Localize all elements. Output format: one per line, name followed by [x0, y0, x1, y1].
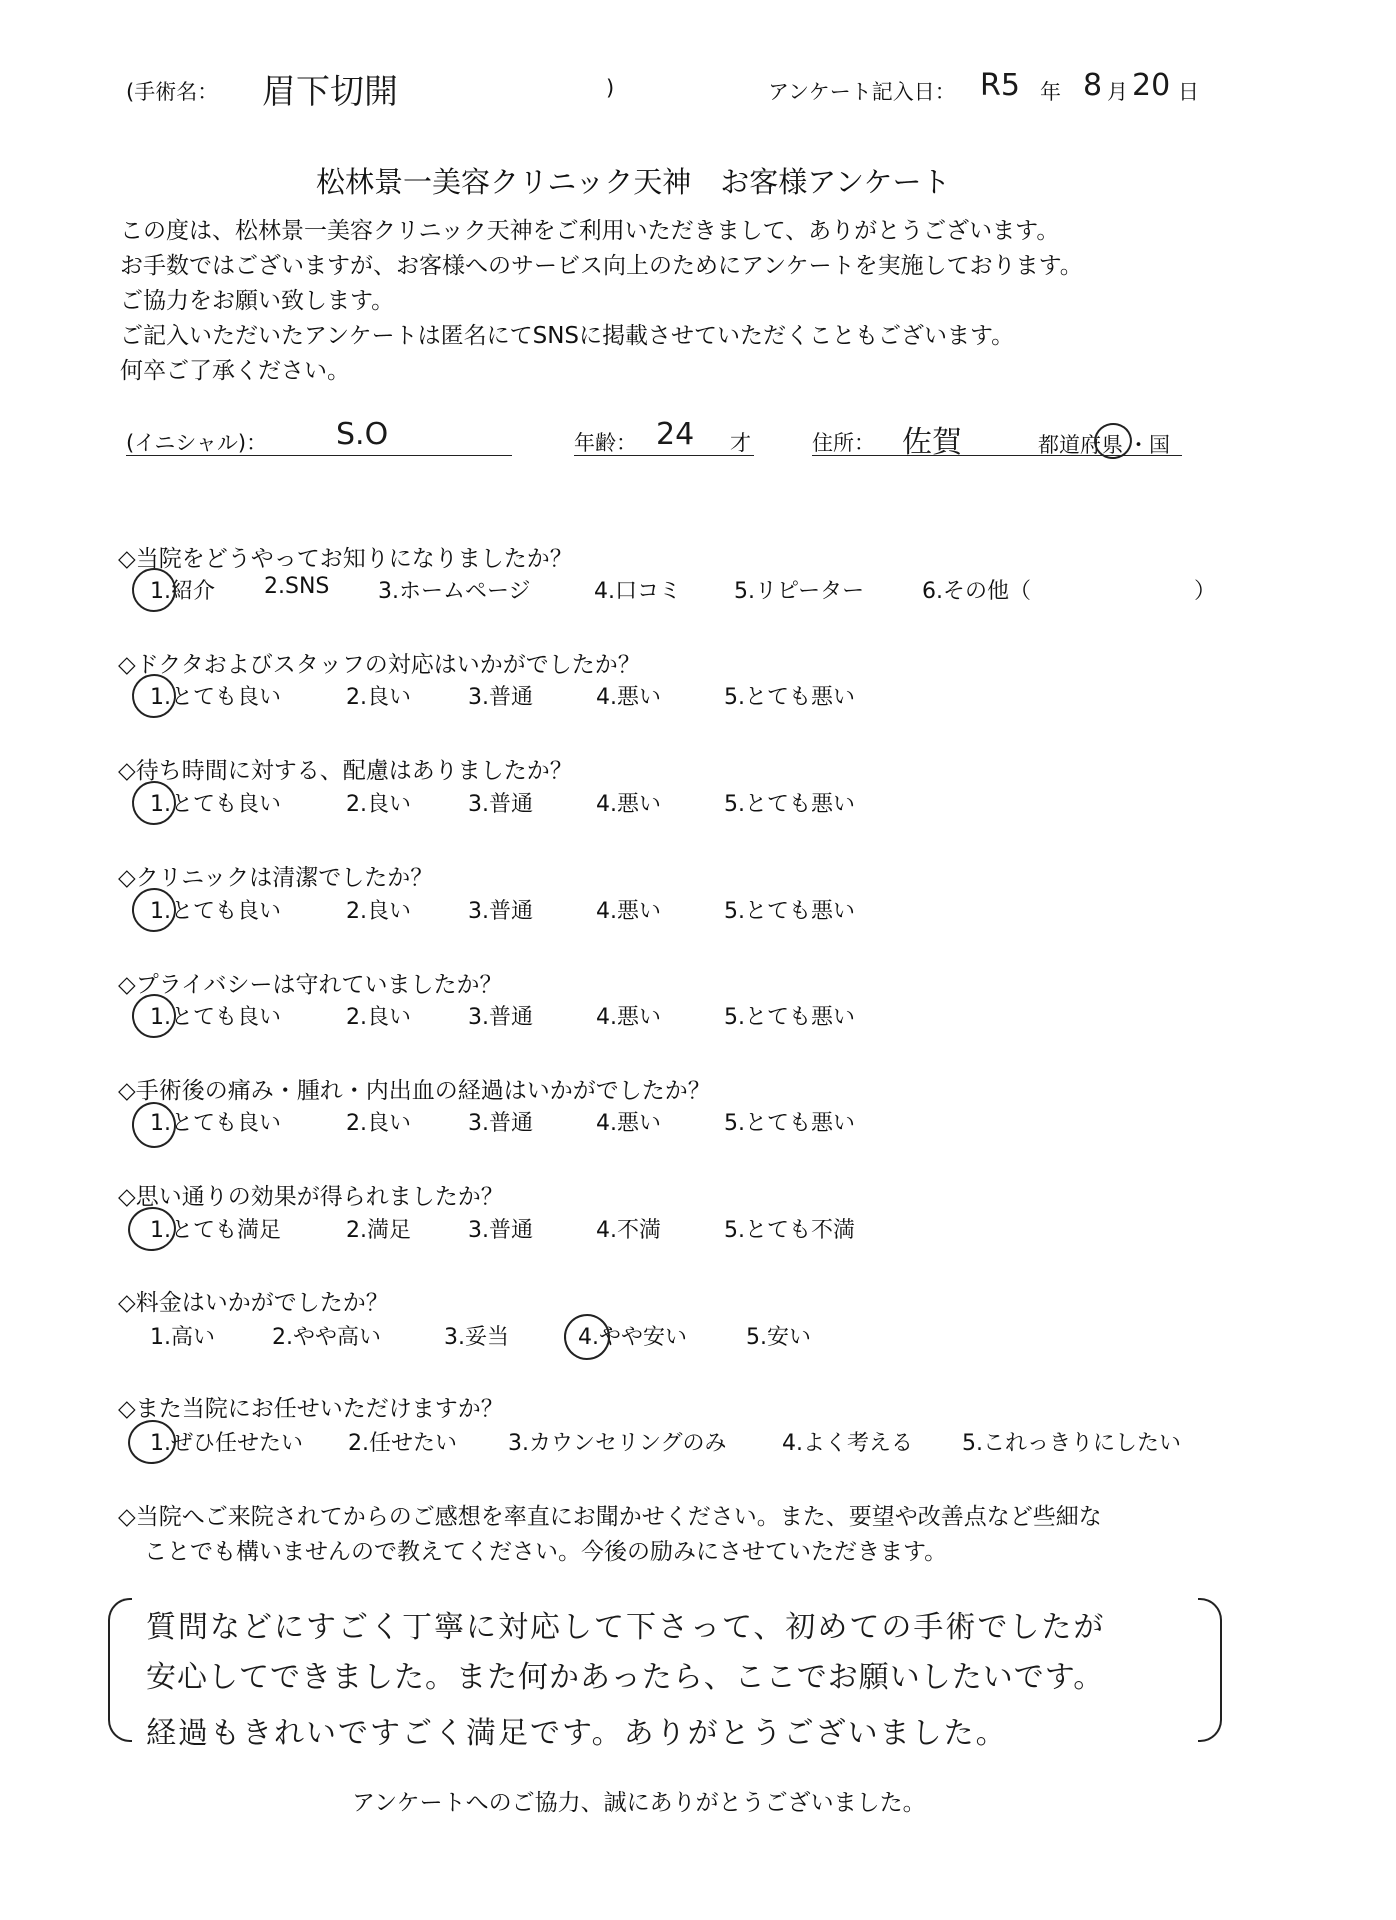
intro-line-3: ご協力をお願い致します。: [120, 288, 395, 314]
question-5-options[interactable]: [150, 1000, 950, 1034]
q4-option-4[interactable]: 4.悪い: [596, 899, 661, 924]
q9-selected-circle: [125, 1417, 179, 1467]
q7-option-1[interactable]: 1.とても満足: [150, 1218, 281, 1243]
question-2-options[interactable]: [150, 680, 950, 714]
q9-option-4[interactable]: 4.よく考える: [782, 1431, 913, 1456]
address-label: 住所：: [812, 431, 875, 455]
age-label: 年齢：: [574, 431, 637, 455]
question-6-options[interactable]: [150, 1106, 950, 1140]
q4-selected-circle: [129, 885, 179, 935]
surgery-close: ): [606, 76, 615, 100]
question-3-title: ◇待ち時間に対する、配慮はありましたか？: [118, 758, 573, 784]
date-label: アンケート記入日：: [768, 80, 956, 104]
q1-option-4[interactable]: 4.口コミ: [594, 579, 681, 604]
surgery-label: (手術名：: [126, 80, 219, 104]
comment-answer-line-3[interactable]: 経過もきれいですごく満足です。ありがとうございました。: [146, 1716, 1008, 1751]
q2-option-3[interactable]: 3.普通: [468, 685, 533, 710]
date-day[interactable]: 20: [1132, 68, 1171, 103]
address-field[interactable]: [812, 425, 1182, 460]
q4-option-1[interactable]: 1.とても良い: [150, 899, 281, 924]
intro-line-1: この度は、松林景一美容クリニック天神をご利用いただきまして、ありがとうございます。: [120, 218, 1060, 244]
question-1-options[interactable]: [150, 574, 1230, 608]
question-3-options[interactable]: [150, 787, 950, 821]
date-era[interactable]: R5: [980, 68, 1020, 103]
day-unit: 日: [1178, 80, 1199, 104]
q3-option-3[interactable]: 3.普通: [468, 792, 533, 817]
question-4-options[interactable]: [150, 894, 950, 928]
comment-answer-line-1[interactable]: 質問などにすごく丁寧に対応して下さって、初めての手術でしたが: [146, 1610, 1106, 1645]
q7-selected-circle: [125, 1204, 179, 1254]
question-7-title: ◇思い通りの効果が得られましたか？: [118, 1184, 504, 1210]
q8-selected-circle: [561, 1311, 613, 1363]
month-unit: 月: [1107, 80, 1128, 104]
q7-option-3[interactable]: 3.普通: [468, 1218, 533, 1243]
page-title: 松林景一美容クリニック天神 お客様アンケート: [316, 165, 951, 199]
question-8-options[interactable]: [150, 1320, 950, 1354]
q8-option-5[interactable]: 5.安い: [746, 1325, 811, 1350]
question-4-title: ◇クリニックは清潔でしたか？: [118, 865, 434, 891]
question-1-title: ◇当院をどうやってお知りになりましたか？: [118, 546, 573, 572]
question-6-title: ◇手術後の痛み・腫れ・内出血の経過はいかがでしたか？: [118, 1078, 711, 1104]
address-value: 佐賀: [902, 425, 962, 460]
q7-option-2[interactable]: 2.満足: [346, 1218, 411, 1243]
comment-prompt-line-1: ◇当院へご来院されてからのご感想を率直にお聞かせください。また、要望や改善点など些細な: [118, 1504, 1102, 1530]
date-month[interactable]: 8: [1083, 68, 1103, 103]
q7-option-4[interactable]: 4.不満: [596, 1218, 661, 1243]
question-5-title: ◇プライバシーは守れていましたか？: [118, 972, 503, 998]
q3-option-1[interactable]: 1.とても良い: [150, 792, 281, 817]
q6-option-5[interactable]: 5.とても悪い: [724, 1111, 855, 1136]
comment-prompt-line-2: ことでも構いませんので教えてください。今後の励みにさせていただきます。: [144, 1539, 948, 1565]
age-unit: 才: [730, 431, 751, 455]
q9-option-3[interactable]: 3.カウンセリングのみ: [508, 1431, 727, 1456]
intro-line-4: ご記入いただいたアンケートは匿名にてSNSに掲載させていただくこともございます。: [120, 323, 1015, 349]
comment-answer-line-2[interactable]: 安心してできました。また何かあったら、ここでお願いしたいです。: [146, 1660, 1105, 1695]
initial-value: S.O: [336, 417, 389, 452]
q2-option-1[interactable]: 1.とても良い: [150, 685, 281, 710]
comment-bracket-left: [108, 1598, 132, 1742]
q3-option-5[interactable]: 5.とても悪い: [724, 792, 855, 817]
q1-option-2[interactable]: 2.SNS: [264, 574, 330, 599]
q9-option-2[interactable]: 2.任せたい: [348, 1431, 457, 1456]
q8-option-1[interactable]: 1.高い: [150, 1325, 215, 1350]
q6-option-4[interactable]: 4.悪い: [596, 1111, 661, 1136]
q3-selected-circle: [129, 778, 179, 828]
q2-option-4[interactable]: 4.悪い: [596, 685, 661, 710]
q1-option-5[interactable]: 5.リピーター: [734, 579, 865, 604]
q3-option-2[interactable]: 2.良い: [346, 792, 411, 817]
q6-option-3[interactable]: 3.普通: [468, 1111, 533, 1136]
question-8-title: ◇料金はいかがでしたか？: [118, 1290, 389, 1316]
intro-line-5: 何卒ご了承ください。: [120, 358, 350, 384]
q4-option-3[interactable]: 3.普通: [468, 899, 533, 924]
q1-option-3[interactable]: 3.ホームページ: [378, 579, 531, 604]
q4-option-5[interactable]: 5.とても悪い: [724, 899, 855, 924]
q1-option-1[interactable]: 1.紹介: [150, 579, 215, 604]
footer-thanks: アンケートへのご協力、誠にありがとうございました。: [352, 1790, 926, 1816]
pref-b: 県: [1102, 433, 1123, 457]
q8-option-3[interactable]: 3.妥当: [444, 1325, 509, 1350]
q9-option-5[interactable]: 5.これっきりにしたい: [962, 1431, 1181, 1456]
q6-option-1[interactable]: 1.とても良い: [150, 1111, 281, 1136]
question-2-title: ◇ドクタおよびスタッフの対応はいかがでしたか？: [118, 652, 641, 678]
q8-option-2[interactable]: 2.やや高い: [272, 1325, 381, 1350]
q5-option-4[interactable]: 4.悪い: [596, 1005, 661, 1030]
q2-option-2[interactable]: 2.良い: [346, 685, 411, 710]
pref-a: 都道府: [1038, 433, 1101, 457]
q5-option-2[interactable]: 2.良い: [346, 1005, 411, 1030]
q4-option-2[interactable]: 2.良い: [346, 899, 411, 924]
q8-option-4[interactable]: 4.やや安い: [578, 1325, 687, 1350]
year-unit: 年: [1040, 80, 1061, 104]
q1-option-6-close: ）: [1194, 579, 1217, 604]
q1-option-6[interactable]: 6.その他（: [922, 579, 1031, 604]
q2-option-5[interactable]: 5.とても悪い: [724, 685, 855, 710]
comment-bracket-right: [1198, 1598, 1222, 1742]
q5-option-3[interactable]: 3.普通: [468, 1005, 533, 1030]
q7-option-5[interactable]: 5.とても不満: [724, 1218, 855, 1243]
q3-option-4[interactable]: 4.悪い: [596, 792, 661, 817]
age-field[interactable]: [574, 417, 754, 456]
age-value: 24: [656, 417, 695, 452]
q5-option-1[interactable]: 1.とても良い: [150, 1005, 281, 1030]
question-7-options[interactable]: [150, 1213, 950, 1247]
q5-option-5[interactable]: 5.とても悪い: [724, 1005, 855, 1030]
intro-line-2: お手数ではございますが、お客様へのサービス向上のためにアンケートを実施しております。: [120, 253, 1083, 279]
initial-field[interactable]: [126, 417, 512, 456]
question-9-options[interactable]: [150, 1426, 1210, 1460]
q6-option-2[interactable]: 2.良い: [346, 1111, 411, 1136]
surgery-value[interactable]: 眉下切開: [262, 72, 398, 112]
initial-label: (イニシャル)：: [126, 431, 268, 455]
question-9-title: ◇また当院にお任せいただけますか？: [118, 1396, 504, 1422]
q9-option-1[interactable]: 1.ぜひ任せたい: [150, 1431, 303, 1456]
pref-c: ・国: [1128, 433, 1170, 457]
